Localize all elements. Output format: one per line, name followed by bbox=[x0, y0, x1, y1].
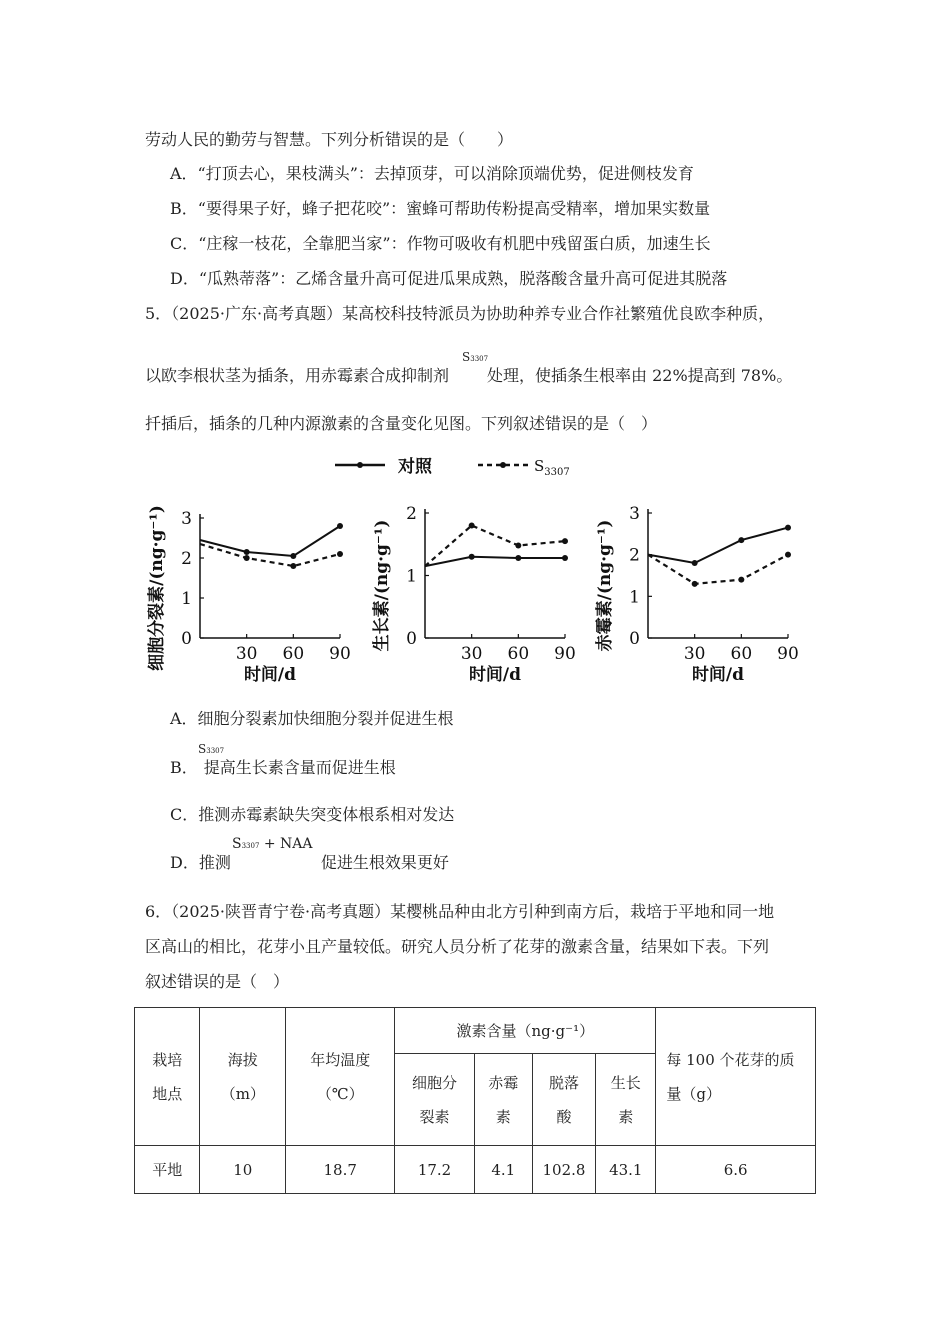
cell: 10 bbox=[200, 1146, 286, 1194]
chart2-x-tick-label: 90 bbox=[554, 644, 576, 664]
chart2-x-tick-label: 60 bbox=[507, 644, 530, 664]
chart2-x-axis-label: 时间/d bbox=[468, 665, 522, 685]
th-mass: 每 100 个花芽的质 量（g） bbox=[656, 1008, 816, 1146]
chart1-x-axis-label: 时间/d bbox=[243, 665, 297, 685]
cell: 102.8 bbox=[532, 1146, 595, 1194]
chart3-series-control-point bbox=[785, 525, 791, 531]
th-temperature: 年均温度 （℃） bbox=[286, 1008, 395, 1146]
th-site: 栽培 地点 bbox=[135, 1008, 200, 1146]
chart2-y-tick-label: 2 bbox=[406, 504, 417, 524]
chart1-y-tick-label: 2 bbox=[181, 549, 192, 569]
th-auxin: 生长 素 bbox=[596, 1054, 656, 1146]
chart2-series-control-point bbox=[515, 555, 521, 561]
chart3-series-s3307-point bbox=[785, 552, 791, 558]
th-altitude: 海拔 （m） bbox=[200, 1008, 286, 1146]
chart2-y-tick-label: 0 bbox=[406, 629, 417, 649]
legend-s3307-marker bbox=[500, 462, 506, 468]
s3307-label-2: S3307 bbox=[198, 742, 225, 756]
q5-option-a: A．细胞分裂素加快细胞分裂并促进生根 bbox=[170, 709, 454, 728]
q5-option-c: C．推测赤霉素缺失突变体根系相对发达 bbox=[170, 805, 455, 824]
chart1-series-s3307-point bbox=[244, 555, 250, 561]
chart2-series-s3307-point bbox=[562, 538, 568, 544]
chart2-series-s3307-point bbox=[469, 523, 475, 529]
q4-option-d: D．“瓜熟蒂落”：乙烯含量升高可促进瓜果成熟，脱落酸含量升高可促进其脱落 bbox=[170, 269, 728, 288]
chart1-series-control-point bbox=[244, 549, 250, 555]
chart3-y-tick-label: 1 bbox=[629, 587, 640, 608]
q4-stem-end: 劳动人民的勤劳与智慧。下列分析错误的是（ ） bbox=[145, 130, 514, 149]
chart3-series-control-line bbox=[648, 528, 788, 563]
chart3-series-control-point bbox=[738, 537, 744, 543]
table-row bbox=[135, 1146, 816, 1194]
chart2-series-control-point bbox=[469, 554, 475, 560]
chart1-series-s3307-point bbox=[290, 563, 296, 569]
th-abscisic: 脱落 酸 bbox=[532, 1054, 595, 1146]
chart1-x-tick-label: 60 bbox=[282, 644, 305, 664]
th-hormone: 激素含量（ng·g⁻¹） bbox=[395, 1008, 656, 1054]
chart3-y-tick-label: 2 bbox=[629, 545, 640, 566]
cell: 17.2 bbox=[395, 1146, 475, 1194]
hormone-line-charts bbox=[140, 448, 820, 698]
q4-option-c: C．“庄稼一枝花，全靠肥当家”：作物可吸收有机肥中残留蛋白质，加速生长 bbox=[170, 234, 711, 253]
cell: 4.1 bbox=[474, 1146, 532, 1194]
chart2-series-control-line bbox=[425, 557, 565, 566]
chart2-y-tick-label: 1 bbox=[406, 566, 417, 587]
chart1-y-tick-label: 3 bbox=[181, 509, 192, 529]
chart3-y-axis-label: 赤霉素/(ng·g⁻¹) bbox=[595, 519, 615, 652]
chart3-series-control-point bbox=[692, 560, 698, 566]
th-gibberellin: 赤霉 素 bbox=[474, 1054, 532, 1146]
chart3-x-tick-label: 90 bbox=[777, 644, 799, 664]
chart3-x-axis-label: 时间/d bbox=[691, 665, 745, 685]
chart2-y-axis-label: 生长素/(ng·g⁻¹) bbox=[372, 519, 392, 652]
chart1-series-control-line bbox=[200, 526, 340, 556]
q5-stem-1: 5．（2025·广东·高考真题）某高校科技特派员为协助种养专业合作社繁殖优良欧李种质， bbox=[145, 304, 775, 323]
q4-option-b: B．“要得果子好，蜂子把花咬”：蜜蜂可帮助传粉提高受精率，增加果实数量 bbox=[170, 199, 711, 218]
chart1-series-control-point bbox=[290, 553, 296, 559]
q5-option-b: B． 提高生长素含量而促进生根 bbox=[170, 758, 396, 777]
chart1-y-axis-label: 细胞分裂素/(ng·g⁻¹) bbox=[147, 505, 167, 671]
q5-stem-2: 以欧李根状茎为插条，用赤霉素合成抑制剂 处理，使插条生根率由 22%提高到 78%。 bbox=[145, 366, 793, 385]
q4-option-a: A．“打顶去心，果枝满头”：去掉顶芽，可以消除顶端优势，促进侧枝发育 bbox=[170, 164, 694, 183]
q6-stem-2: 区高山的相比，花芽小且产量较低。研究人员分析了花芽的激素含量，结果如下表。下列 bbox=[145, 937, 770, 956]
q6-stem-3: 叙述错误的是（ ） bbox=[145, 972, 290, 991]
chart3-y-tick-label: 0 bbox=[629, 629, 640, 649]
chart3-x-tick-label: 30 bbox=[683, 644, 706, 664]
th-cytokinin: 细胞分 裂素 bbox=[395, 1054, 475, 1146]
hormone-table bbox=[134, 1007, 816, 1194]
chart1-y-tick-label: 0 bbox=[181, 629, 192, 649]
legend-control-label: 对照 bbox=[398, 457, 432, 477]
chart1-x-tick-label: 30 bbox=[235, 644, 258, 664]
chart1-x-tick-label: 90 bbox=[329, 644, 351, 664]
s3307-naa-label: S3307 + NAA bbox=[232, 836, 313, 852]
chart2-series-s3307-line bbox=[425, 526, 565, 567]
chart3-series-s3307-point bbox=[692, 581, 698, 587]
chart1-y-tick-label: 1 bbox=[181, 589, 192, 609]
chart2-x-tick-label: 30 bbox=[460, 644, 483, 664]
q5-stem-3: 扦插后，插条的几种内源激素的含量变化见图。下列叙述错误的是（ ） bbox=[145, 414, 658, 433]
cell: 18.7 bbox=[286, 1146, 395, 1194]
q6-stem-1: 6．（2025·陕晋青宁卷·高考真题）某樱桃品种由北方引种到南方后，栽培于平地和同一地 bbox=[145, 902, 775, 921]
chart1-series-s3307-point bbox=[337, 551, 343, 557]
legend-control-marker bbox=[357, 462, 363, 468]
chart1-series-control-point bbox=[337, 523, 343, 529]
legend-s3307-label: $S_{3307}$ bbox=[534, 457, 570, 478]
cell: 43.1 bbox=[596, 1146, 656, 1194]
chart2-series-s3307-point bbox=[515, 543, 521, 549]
q5-option-d: D．推测 促进生根效果更好 bbox=[170, 853, 449, 872]
cell: 平地 bbox=[135, 1146, 200, 1194]
chart2-series-control-point bbox=[562, 555, 568, 561]
s3307-label-1: S3307 bbox=[462, 350, 489, 364]
cell: 6.6 bbox=[656, 1146, 816, 1194]
chart3-y-tick-label: 3 bbox=[629, 504, 640, 524]
chart3-x-tick-label: 60 bbox=[730, 644, 753, 664]
chart3-series-s3307-point bbox=[738, 577, 744, 583]
